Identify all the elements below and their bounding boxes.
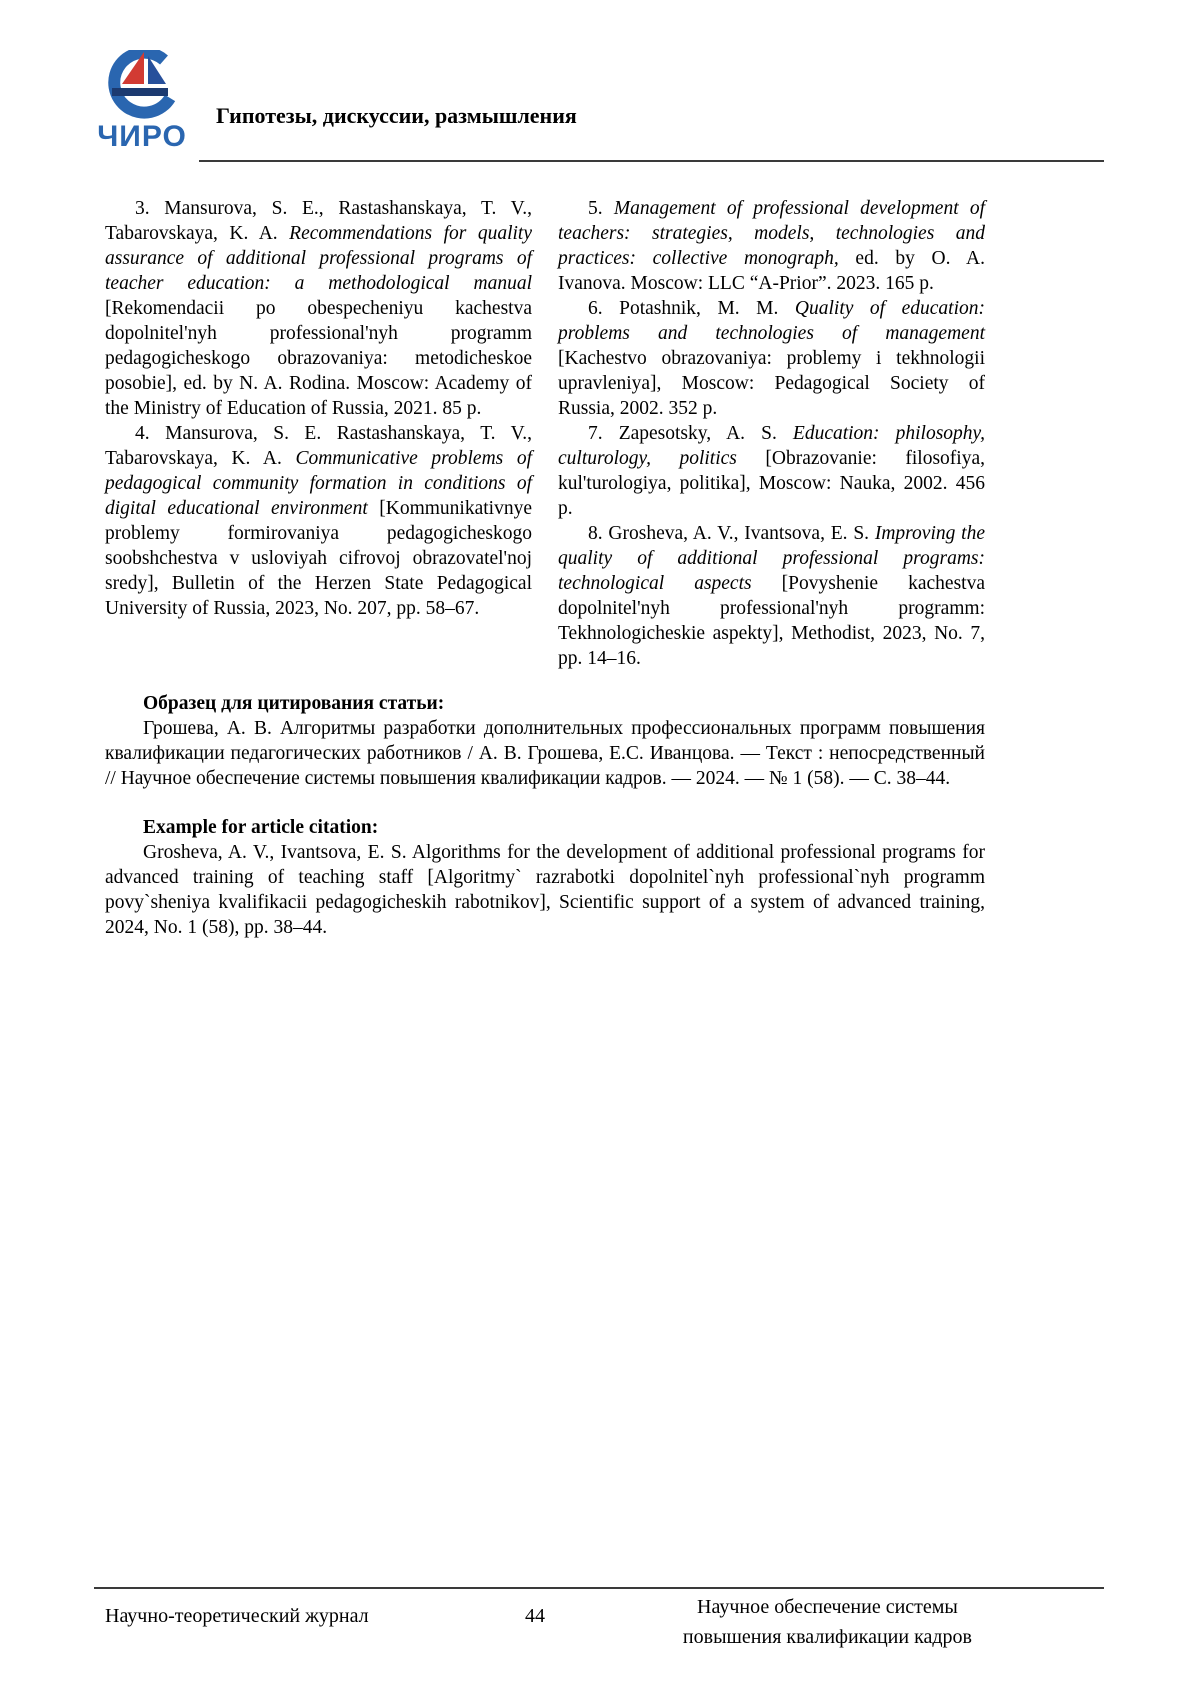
journal-title-footer-line2: повышения квалификации кадров <box>682 1626 972 1648</box>
references-columns <box>105 196 985 671</box>
header-divider <box>199 160 1104 162</box>
references-left-column <box>105 196 532 671</box>
journal-title-footer-line1: Научное обеспечение системы <box>697 1596 958 1618</box>
chiro-emblem-icon <box>94 50 190 120</box>
citation-heading-ru: Образец для цитирования статьи: <box>143 693 445 714</box>
section-heading: Гипотезы, дискуссии, размышления <box>216 103 577 128</box>
reference-item-7: 7. Zapesotsky, A. S. Education: philosophy, culturology, politics [Obrazovanie: filosofiya, kul'turologiya, politika], Moscow: Nauka, 2002. 456 p. <box>558 423 985 519</box>
reference-item-8: 8. Grosheva, A. V., Ivantsova, E. S. Improving the quality of additional professional programs: technological aspects [Povyshenie kachestva dopolnitel'nyh professional'nyh programm: Tekhnologicheskie aspekty], Methodist, 2023, No. 7, pp. 14–16. <box>558 523 985 669</box>
citation-sample-ru <box>105 691 985 791</box>
reference-item-4: 4. Mansurova, S. E. Rastashanskaya, T. V., Tabarovskaya, K. A. Communicative problems of pedagogical community formation in conditions of digital educational environment [Kommunikativnye problemy formirovaniya pedagogicheskogo soobshchestva v usloviyah cifrovoj obrazovatel'noj sredy], Bulletin of the Herzen State Pedagogical University of Russia, 2023, No. 207, pp. 58–67. <box>105 423 533 619</box>
citation-heading-en: Example for article citation: <box>143 817 379 838</box>
page-number: 44 <box>525 1605 545 1627</box>
journal-title-footer <box>683 1592 972 1652</box>
reference-item-5: 5. Management of professional development of teachers: strategies, models, technologies and practices: collective monograph, ed. by O. A. Ivanova. Moscow: LLC “A-Prior”. 2023. 165 p. <box>558 198 985 294</box>
citation-body-ru: Грошева, А. В. Алгоритмы разработки дополнительных профессиональных программ повышения квалификации педагогических работников / А. В. Грошева, Е.С. Иванцова. — Текст : непосредственный // Научное обеспечение системы повышения квалификации кадров. — 2024. — № 1 (58). — С. 38–44. <box>105 718 985 789</box>
journal-type-label: Научно-теоретический журнал <box>105 1605 369 1627</box>
citation-sample-en <box>105 815 985 940</box>
citation-body-en: Grosheva, A. V., Ivantsova, E. S. Algorithms for the development of additional professional programs for advanced training of teaching staff [Algoritmy` razrabotki dopolnitel`nyh professional`nyh programm povy`sheniya kvalifikacii pedagogicheskih rabotnikov], Scientific support of a system of advanced training, 2024, No. 1 (58), pp. 38–44. <box>105 842 985 938</box>
reference-item-6: 6. Potashnik, M. M. Quality of education: problems and technologies of management [Kachestvo obrazovaniya: problemy i tekhnologii upravleniya], Moscow: Pedagogical Society of Russia, 2002. 352 p. <box>558 298 985 419</box>
page-content <box>105 196 985 940</box>
logo-text: ЧИРО <box>97 120 187 153</box>
reference-item-3: 3. Mansurova, S. E., Rastashanskaya, T. V., Tabarovskaya, K. A. Recommendations for quality assurance of additional professional programs of teacher education: a methodological manual [Rekomendacii po obespecheniyu kachestva dopolnitel'nyh professional'nyh programm pedagogicheskogo obrazovaniya: metodicheskoe posobie], ed. by N. A. Rodina. Moscow: Academy of the Ministry of Education of Russia, 2021. 85 p. <box>105 198 532 419</box>
footer-divider <box>94 1587 1104 1589</box>
chiro-logo <box>92 50 192 152</box>
references-right-column <box>558 196 985 671</box>
